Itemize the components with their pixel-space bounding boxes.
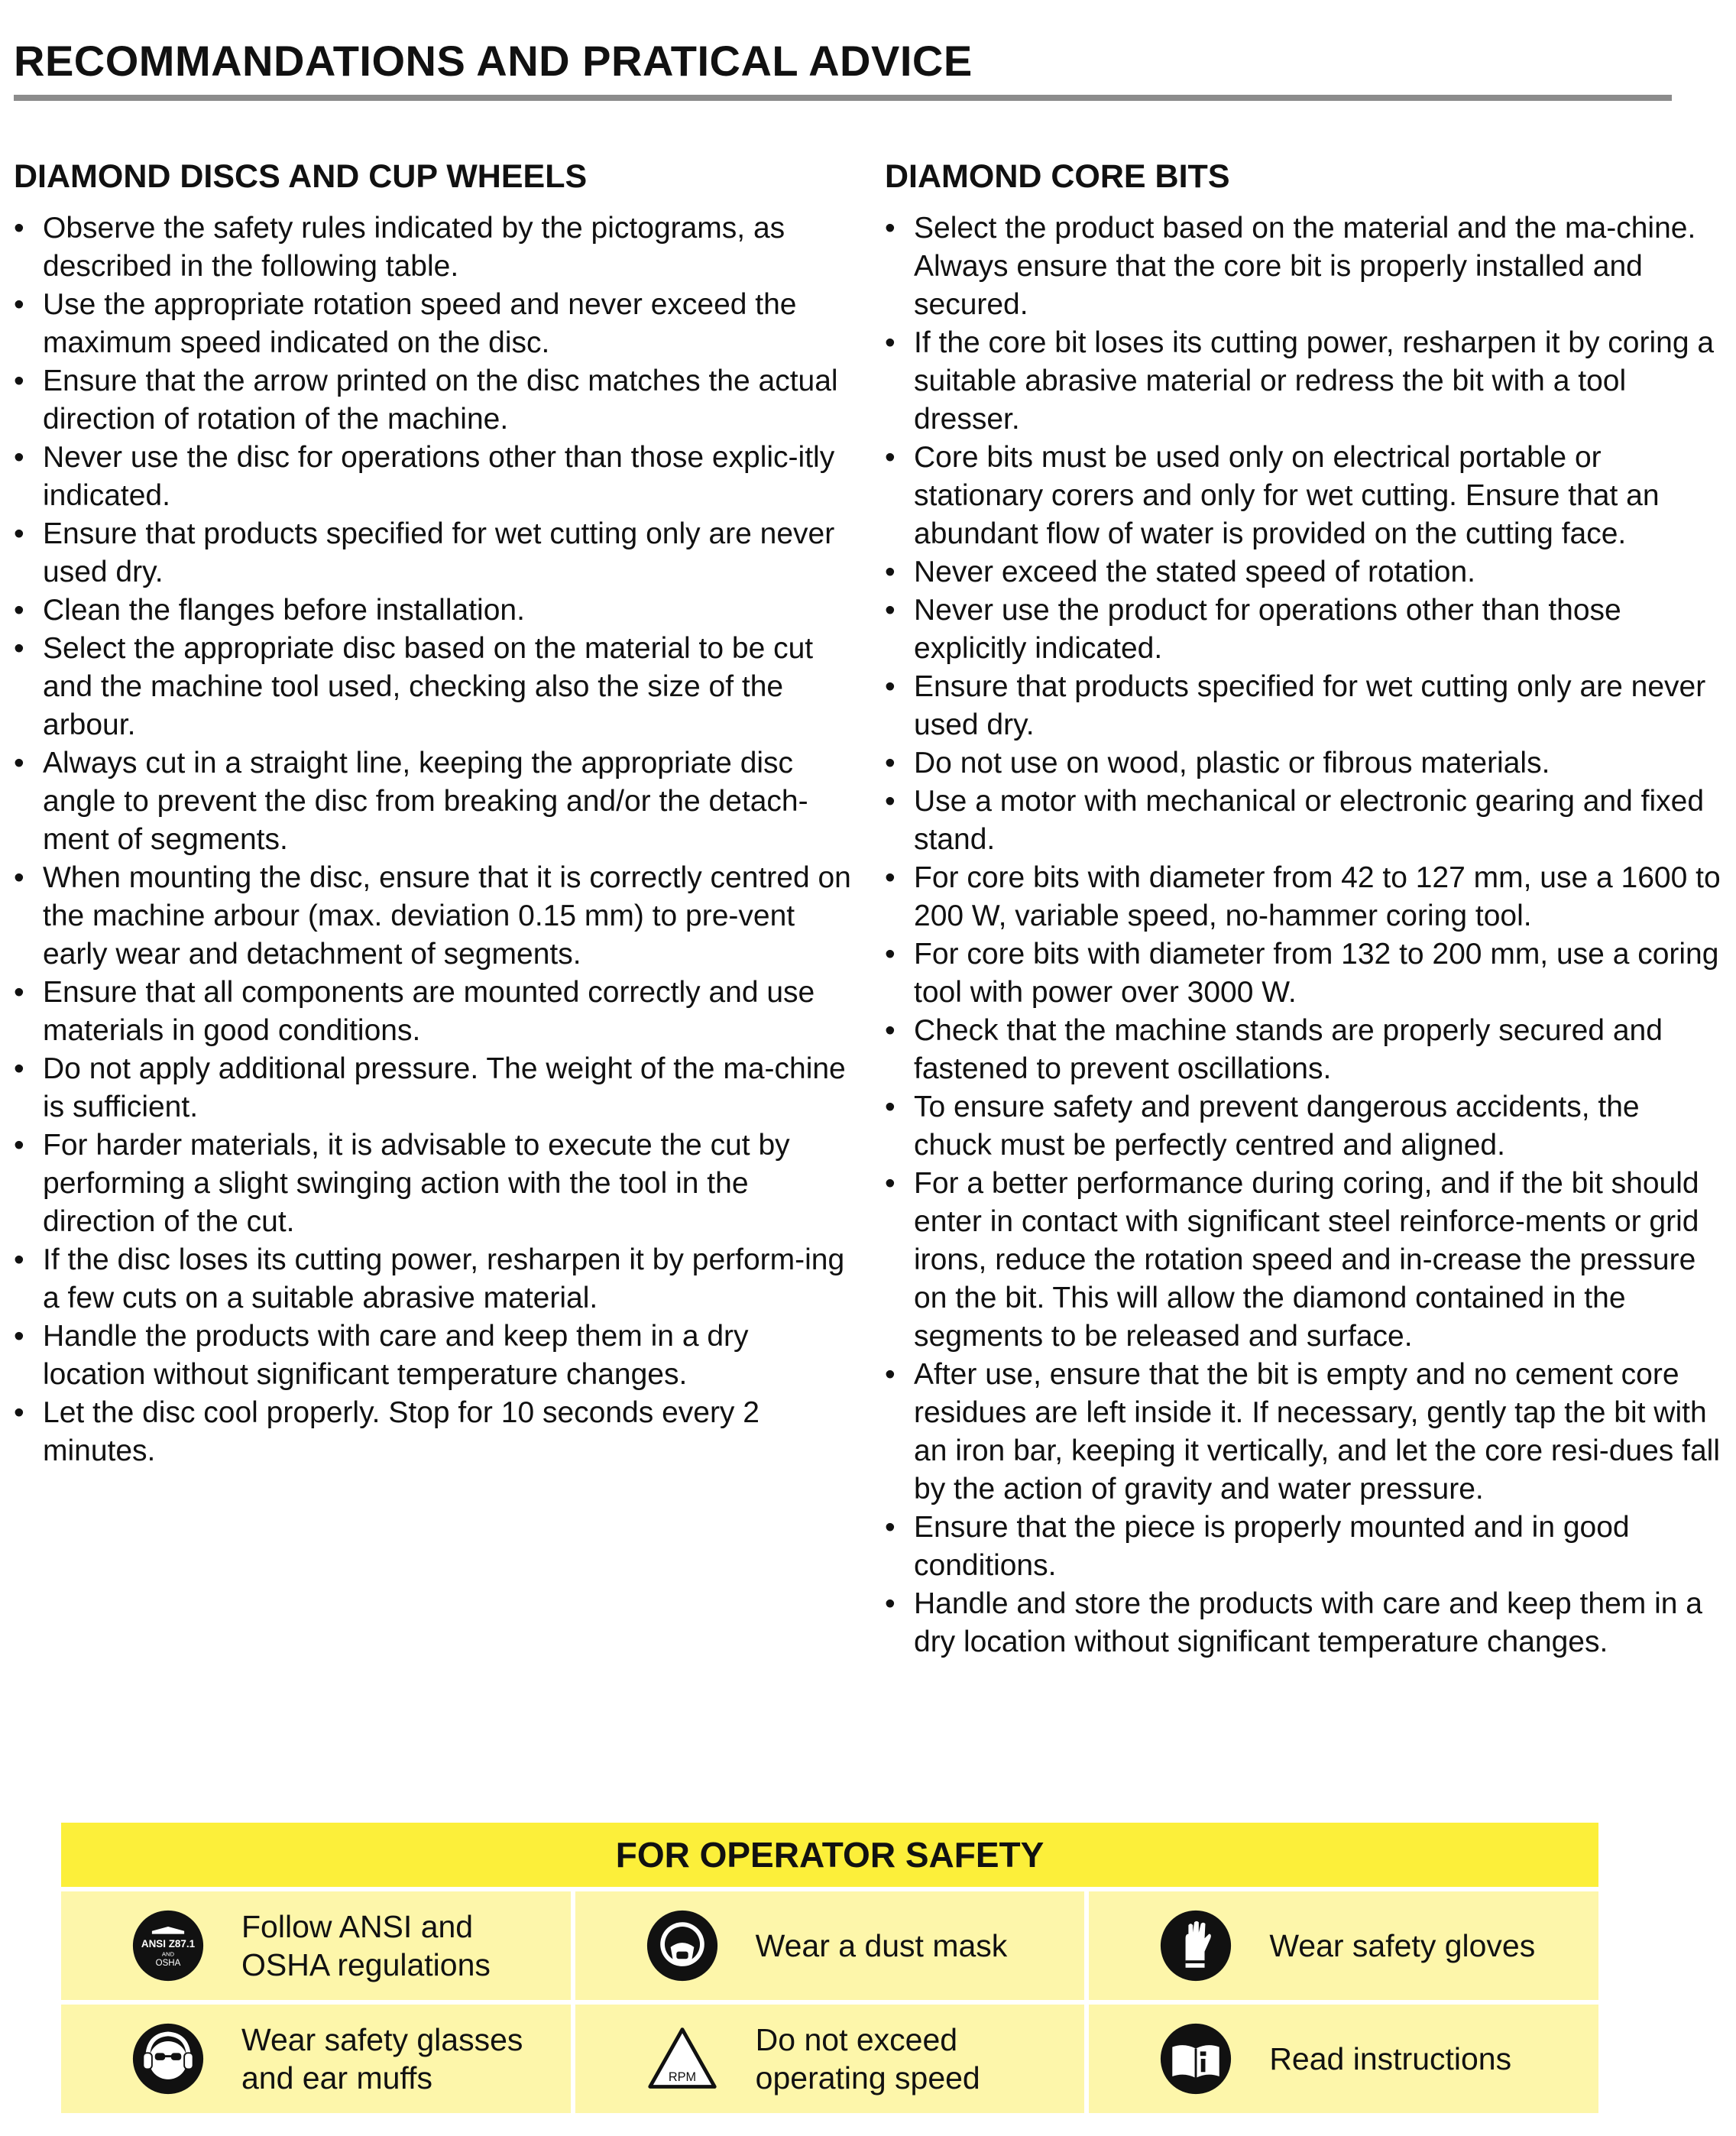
safety-text-gloves: Wear safety gloves — [1269, 1928, 1536, 1963]
discs-list-item — [14, 744, 854, 859]
core-bits-list-item-text: For core bits with diameter from 42 to 127 mm, use a 1600 to 200 W, variable speed, no-hammer coring tool. — [914, 861, 1721, 932]
bullet-marker: • — [14, 632, 24, 665]
core-bits-list-item-text: For a better performance during coring, and if the bit should enter in contact with significant steel reinforce-ments or grid irons, reduce the rotation speed and in-crease the pressure on the bit. This will allow the diamond contained in the segments to be released and surface. — [914, 1167, 1699, 1353]
core-bits-list-item — [885, 1165, 1725, 1356]
core-bits-list-item-text: Handle and store the products with care and keep them in a dry location without significant temperature changes. — [914, 1587, 1702, 1658]
svg-text:RPM: RPM — [668, 2070, 696, 2084]
rpm-warning-icon — [646, 2022, 719, 2095]
bullet-marker: • — [14, 1396, 24, 1429]
bullet-marker: • — [14, 212, 24, 245]
bullet-marker: • — [885, 556, 896, 588]
discs-list-item-text: Ensure that all components are mounted correctly and use materials in good conditions. — [43, 976, 815, 1047]
core-bits-list-item-text: Do not use on wood, plastic or fibrous materials. — [914, 747, 1550, 780]
core-bits-list-item — [885, 859, 1725, 935]
bullet-marker: • — [14, 441, 24, 474]
bullet-marker: • — [14, 365, 24, 397]
core-bits-list-item — [885, 935, 1725, 1012]
core-bits-list-item — [885, 553, 1725, 592]
safety-cell-gloves — [1089, 1891, 1598, 2000]
core-bits-heading: DIAMOND CORE BITS — [885, 158, 1230, 195]
core-bits-list-item-text: To ensure safety and prevent dangerous accidents, the chuck must be perfectly centred and aligned. — [914, 1091, 1640, 1162]
core-bits-list-item — [885, 744, 1725, 783]
core-bits-list-item-text: Select the product based on the material and the ma-chine. Always ensure that the core bit is properly installed and secured. — [914, 212, 1696, 321]
core-bits-list-item — [885, 1509, 1725, 1585]
core-bits-list-item — [885, 592, 1725, 668]
title-divider — [14, 95, 1672, 101]
read-instructions-icon — [1159, 2022, 1232, 2095]
safety-grid — [61, 1891, 1598, 2113]
discs-list-item-text: Do not apply additional pressure. The weight of the ma-chine is sufficient. — [43, 1052, 846, 1123]
bullet-marker: • — [885, 1167, 896, 1200]
bullet-marker: • — [14, 976, 24, 1009]
discs-list-item-text: Select the appropriate disc based on the material to be cut and the machine tool used, checking also the size of the arbour. — [43, 632, 814, 741]
operator-safety-table — [61, 1823, 1598, 2113]
bullet-marker: • — [14, 1052, 24, 1085]
bullet-marker: • — [885, 1091, 896, 1123]
discs-list-item-text: Use the appropriate rotation speed and never exceed the maximum speed indicated on the disc. — [43, 288, 797, 359]
safety-text-dust-mask: Wear a dust mask — [755, 1928, 1008, 1963]
bullet-marker: • — [885, 1511, 896, 1544]
bullet-marker: • — [885, 670, 896, 703]
core-bits-list-item-text: Ensure that products specified for wet cutting only are never used dry. — [914, 670, 1706, 741]
bullet-marker: • — [885, 1014, 896, 1047]
core-bits-list-item-text: If the core bit loses its cutting power, resharpen it by coring a suitable abrasive material or redress the bit with a tool dresser. — [914, 326, 1715, 436]
discs-list-item-text: Always cut in a straight line, keeping the appropriate disc angle to prevent the disc from breaking and/or the detach-ment of segments. — [43, 747, 808, 856]
discs-list-item-text: Never use the disc for operations other than those explic-itly indicated. — [43, 441, 835, 512]
safety-text-ansi: Follow ANSI and OSHA regulations — [241, 1909, 491, 1982]
safety-cell-ansi — [61, 1891, 571, 2000]
core-bits-list-item-text: Check that the machine stands are properly secured and fastened to prevent oscillations. — [914, 1014, 1663, 1085]
discs-column — [14, 154, 854, 1470]
core-bits-list-item — [885, 324, 1725, 439]
discs-list-item-text: For harder materials, it is advisable to execute the cut by performing a slight swinging action with the tool in the direction of the cut. — [43, 1129, 790, 1238]
core-bits-list-item — [885, 1356, 1725, 1509]
discs-heading: DIAMOND DISCS AND CUP WHEELS — [14, 158, 588, 195]
discs-list-item-text: Observe the safety rules indicated by the pictograms, as described in the following table. — [43, 212, 785, 283]
core-bits-list-item-text: Never use the product for operations other than those explicitly indicated. — [914, 594, 1621, 665]
discs-list-item — [14, 515, 854, 592]
svg-text:AND: AND — [161, 1950, 175, 1958]
discs-list-item — [14, 209, 854, 286]
bullet-marker: • — [885, 326, 896, 359]
dust-mask-icon — [646, 1909, 719, 1982]
bullet-marker: • — [885, 1587, 896, 1620]
discs-list-item — [14, 630, 854, 744]
core-bits-list-item — [885, 783, 1725, 859]
core-bits-list-item-text: Never exceed the stated speed of rotation. — [914, 556, 1475, 588]
discs-list-item — [14, 974, 854, 1050]
core-bits-list-item — [885, 209, 1725, 324]
bullet-marker: • — [14, 517, 24, 550]
discs-list-item — [14, 1318, 854, 1394]
core-bits-list-item-text: Ensure that the piece is properly mounted and in good conditions. — [914, 1511, 1630, 1582]
bullet-marker: • — [885, 861, 896, 894]
bullet-marker: • — [14, 1320, 24, 1353]
safety-text-rpm: Do not exceed operating speed — [755, 2022, 980, 2095]
bullet-marker: • — [885, 747, 896, 780]
core-bits-list-item-text: After use, ensure that the bit is empty and no cement core residues are left inside it. If necessary, gently tap the bit with an iron bar, keeping it vertically, and let the core resi-dues fall by the action of gravity and water pressure. — [914, 1358, 1720, 1506]
bullet-marker: • — [14, 1129, 24, 1162]
discs-list-item — [14, 1126, 854, 1241]
safety-cell-dust-mask — [575, 1891, 1085, 2000]
bullet-marker: • — [14, 1243, 24, 1276]
safety-gloves-icon — [1159, 1909, 1232, 1982]
discs-list-item — [14, 439, 854, 515]
page-title: RECOMMANDATIONS AND PRATICAL ADVICE — [14, 37, 973, 85]
discs-list-item — [14, 1241, 854, 1318]
discs-list-item-text: If the disc loses its cutting power, resharpen it by perform-ing a few cuts on a suitable abrasive material. — [43, 1243, 845, 1314]
discs-list-item — [14, 286, 854, 362]
discs-list-item — [14, 592, 854, 630]
discs-list-item-text: Handle the products with care and keep them in a dry location without significant temperature changes. — [43, 1320, 749, 1391]
bullet-marker: • — [885, 938, 896, 971]
bullet-marker: • — [885, 212, 896, 245]
core-bits-list-item — [885, 1585, 1725, 1661]
safety-cell-glasses-muffs — [61, 2005, 571, 2113]
core-bits-list-item-text: Use a motor with mechanical or electronic gearing and fixed stand. — [914, 785, 1705, 856]
discs-list-item-text: Ensure that products specified for wet cutting only are never used dry. — [43, 517, 835, 588]
bullet-marker: • — [14, 747, 24, 780]
safety-cell-instructions — [1089, 2005, 1598, 2113]
bullet-marker: • — [14, 594, 24, 627]
bullet-marker: • — [14, 861, 24, 894]
glasses-earmuffs-icon — [131, 2022, 205, 2095]
discs-list-item-text: Clean the flanges before installation. — [43, 594, 525, 627]
discs-list-item-text: Let the disc cool properly. Stop for 10 seconds every 2 minutes. — [43, 1396, 760, 1467]
discs-list-item-text: When mounting the disc, ensure that it is correctly centred on the machine arbour (max. deviation 0.15 mm) to pre-vent early wear and detachment of segments. — [43, 861, 851, 971]
discs-list-item — [14, 362, 854, 439]
bullet-marker: • — [885, 785, 896, 818]
core-bits-list — [885, 209, 1725, 1661]
core-bits-list-item-text: For core bits with diameter from 132 to 200 mm, use a coring tool with power over 3000 W. — [914, 938, 1719, 1009]
safety-table-title: FOR OPERATOR SAFETY — [61, 1823, 1598, 1887]
bullet-marker: • — [885, 441, 896, 474]
bullet-marker: • — [885, 594, 896, 627]
ansi-osha-icon — [131, 1909, 205, 1982]
discs-list-item — [14, 1394, 854, 1470]
bullet-marker: • — [885, 1358, 896, 1391]
safety-text-glasses-muffs: Wear safety glasses and ear muffs — [241, 2022, 523, 2095]
core-bits-list-item — [885, 668, 1725, 744]
core-bits-column — [885, 154, 1725, 1661]
svg-text:ANSI Z87.1: ANSI Z87.1 — [141, 1937, 196, 1950]
safety-text-instructions: Read instructions — [1269, 2041, 1512, 2076]
core-bits-list-item — [885, 1088, 1725, 1165]
discs-list-item-text: Ensure that the arrow printed on the disc matches the actual direction of rotation of the machine. — [43, 365, 838, 436]
core-bits-list-item — [885, 1012, 1725, 1088]
discs-list-item — [14, 859, 854, 974]
discs-list — [14, 209, 854, 1470]
svg-text:OSHA: OSHA — [155, 1958, 181, 1968]
safety-cell-rpm — [575, 2005, 1085, 2113]
bullet-marker: • — [14, 288, 24, 321]
core-bits-list-item — [885, 439, 1725, 553]
core-bits-list-item-text: Core bits must be used only on electrical portable or stationary corers and only for wet cutting. Ensure that an abundant flow of water is provided on the cutting face. — [914, 441, 1660, 550]
discs-list-item — [14, 1050, 854, 1126]
